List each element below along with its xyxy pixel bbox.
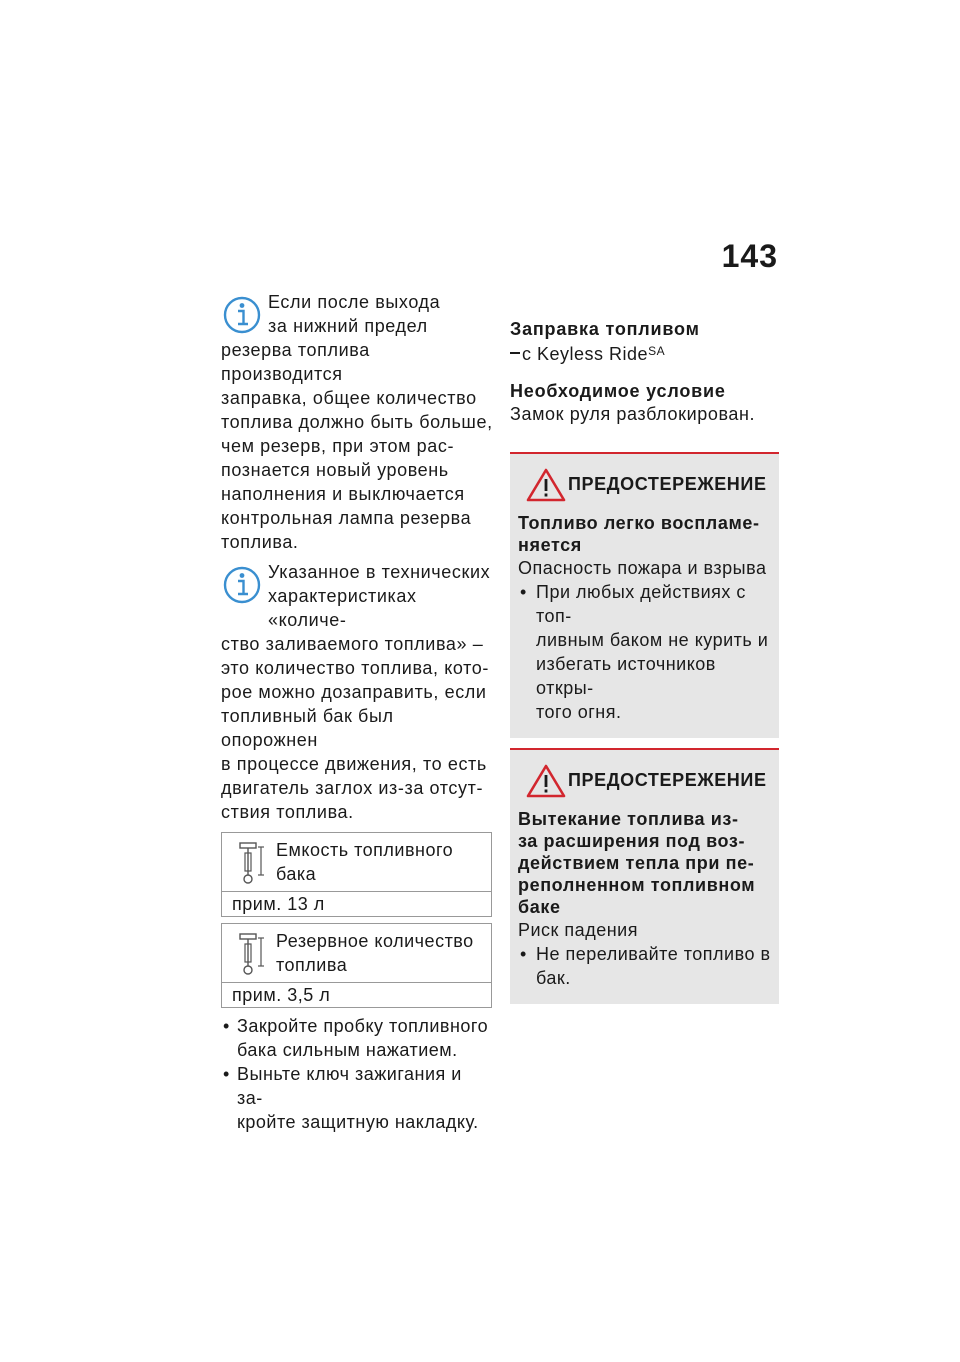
- warning-line: того огня.: [536, 702, 622, 722]
- equipment-text: с Keyless Ride: [522, 344, 649, 364]
- section-heading: Заправка топливом: [510, 319, 700, 339]
- warning-heading-line: Вытекание топлива из-: [518, 809, 739, 829]
- equipment-sup: SA: [648, 344, 666, 358]
- page-number: 143: [721, 238, 778, 274]
- info-line: Указанное в технических: [268, 562, 491, 582]
- warning-list-item: [518, 942, 771, 990]
- list-item-line: • Закройте пробку топливного: [237, 1016, 489, 1036]
- equipment-note: [510, 342, 779, 366]
- warning-header: [518, 466, 771, 504]
- warning-heading: [518, 512, 771, 556]
- warning-line: • Не переливайте топливо в: [536, 944, 771, 964]
- list-item-line: бака сильным нажатием.: [237, 1040, 458, 1060]
- list-item: [221, 1014, 493, 1062]
- condition-text: Замок руля разблокирован.: [510, 404, 756, 424]
- spec-label-line: топлива: [276, 955, 348, 975]
- info-line: в процессе движения, то есть: [221, 754, 487, 774]
- right-column: [510, 318, 779, 1004]
- warning-risk: Риск падения: [518, 920, 638, 940]
- warning-heading-line: Топливо легко воспламе-: [518, 513, 760, 533]
- warning-heading-line: реполненном топливном: [518, 875, 756, 895]
- spec-label-row: [221, 923, 492, 983]
- warning-triangle-icon: [526, 468, 566, 502]
- warning-box: [510, 748, 779, 1004]
- info-line: характеристиках «количе-: [268, 586, 417, 630]
- info-note-1: [221, 290, 493, 554]
- info-line: двигатель заглох из-за отсут-: [221, 778, 484, 798]
- warning-line: бак.: [536, 968, 571, 988]
- warning-heading-line: за расширения под воз-: [518, 831, 746, 851]
- spec-value: прим. 3,5 л: [221, 983, 492, 1008]
- spec-table: [221, 832, 492, 1008]
- info-line: это количество топлива, кото-: [221, 658, 489, 678]
- spec-label: [276, 838, 486, 886]
- equipment-dash: [510, 352, 520, 354]
- info-line: топлива должно быть больше,: [221, 412, 493, 432]
- warning-line: ливным баком не курить и: [536, 630, 769, 650]
- list-item-line: кройте защитную накладку.: [237, 1112, 479, 1132]
- list-item: [221, 1062, 493, 1134]
- warning-list-item: [518, 580, 771, 724]
- left-column: [221, 290, 493, 1134]
- info-line: контрольная лампа резерва: [221, 508, 472, 528]
- warning-line: • При любых действиях с топ-: [536, 582, 746, 626]
- info-line: чем резерв, при этом рас-: [221, 436, 455, 456]
- info-line: ствия топлива.: [221, 802, 354, 822]
- warning-title: ПРЕДОСТЕРЕЖЕНИЕ: [568, 770, 767, 790]
- warning-heading: [518, 808, 771, 918]
- info-line: за нижний предел: [268, 316, 428, 336]
- warning-header: [518, 762, 771, 800]
- warning-box: [510, 452, 779, 738]
- warning-line: избегать источников откры-: [536, 654, 716, 698]
- warning-title: ПРЕДОСТЕРЕЖЕНИЕ: [568, 474, 767, 494]
- info-line: рое можно дозаправить, если: [221, 682, 487, 702]
- info-line: топливный бак был опорожнен: [221, 706, 394, 750]
- info-line: ство заливаемого топлива» –: [221, 634, 484, 654]
- info-line: топлива.: [221, 532, 299, 552]
- condition-heading: Необходимое условие: [510, 381, 726, 401]
- spec-label-line: бака: [276, 864, 317, 884]
- info-line: познается новый уровень: [221, 460, 449, 480]
- spec-label-line: Емкость топливного: [276, 840, 454, 860]
- info-note-2: [221, 560, 493, 824]
- warning-risk: Опасность пожара и взрыва: [518, 558, 767, 578]
- warning-triangle-icon: [526, 764, 566, 798]
- spec-label: [276, 929, 486, 977]
- info-line: наполнения и выключается: [221, 484, 465, 504]
- spec-value: прим. 13 л: [221, 892, 492, 917]
- list-item-line: • Выньте ключ зажигания и за-: [237, 1064, 462, 1108]
- info-line: заправка, общее количество: [221, 388, 477, 408]
- instruction-list: [221, 1014, 493, 1134]
- fuel-dipstick-icon: [236, 932, 266, 976]
- info-icon: [221, 294, 263, 336]
- spec-label-row: [221, 833, 492, 892]
- warning-heading-line: баке: [518, 897, 561, 917]
- fuel-dipstick-icon: [236, 841, 266, 885]
- spec-label-line: Резервное количество: [276, 931, 474, 951]
- info-line: Если после выхода: [268, 292, 441, 312]
- info-line: резерва топлива производится: [221, 340, 370, 384]
- warning-heading-line: няется: [518, 535, 582, 555]
- info-icon: [221, 564, 263, 606]
- warning-heading-line: действием тепла при пе-: [518, 853, 755, 873]
